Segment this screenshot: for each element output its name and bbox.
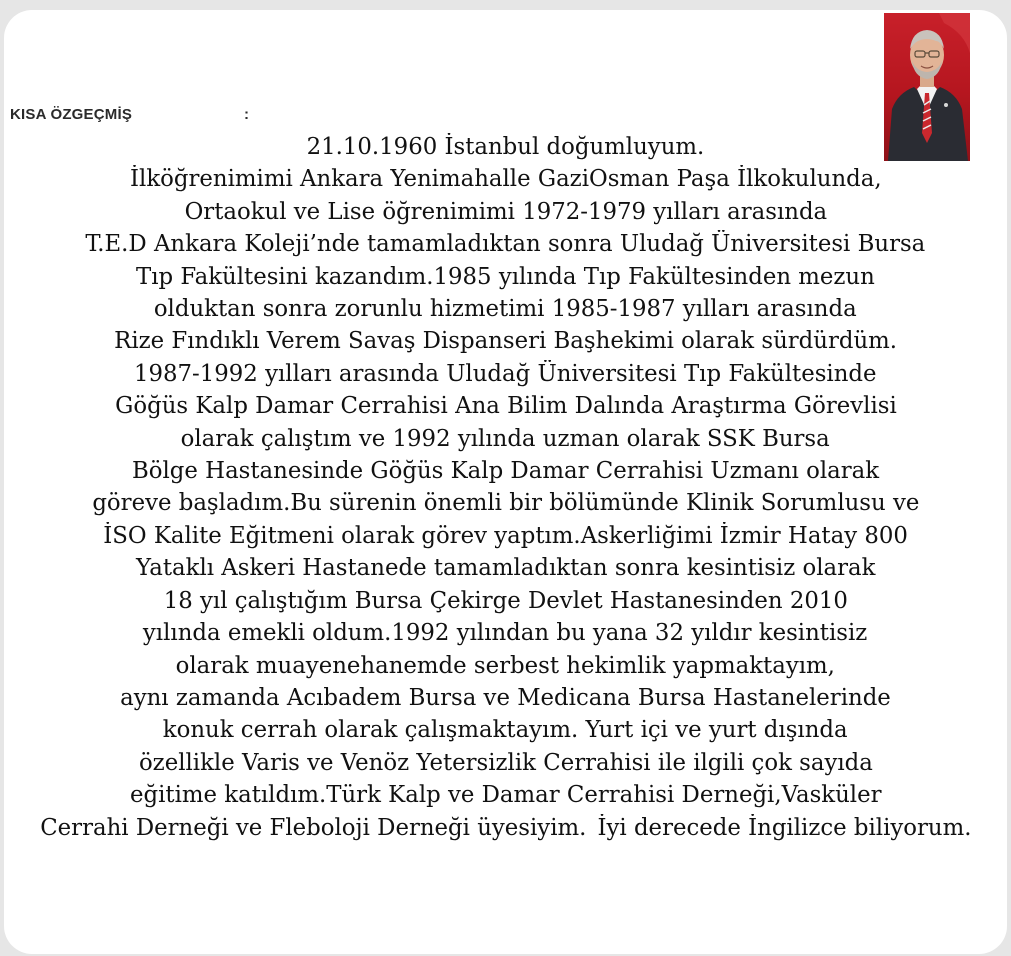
bio-line: Bölge Hastanesinde Göğüs Kalp Damar Cerrahisi Uzmanı olarak xyxy=(131,458,880,485)
bio-line: konuk cerrah olarak çalışmaktayım. Yurt içi ve yurt dışında xyxy=(163,717,848,744)
bio-line: 18 yıl çalıştığım Bursa Çekirge Devlet Hastanesinden 2010 xyxy=(163,587,848,614)
biography-text xyxy=(4,131,1007,844)
bio-line: İlköğrenimimi Ankara Yenimahalle GaziOsman Paşa İlkokulunda, xyxy=(129,166,882,193)
bio-line: özellikle Varis ve Venöz Yetersizlik Cerrahisi ile ilgili çok sayıda xyxy=(138,749,873,776)
bio-line: yılında emekli oldum.1992 yılından bu yana 32 yıldır kesintisiz xyxy=(143,620,868,647)
bio-line: Cerrahi Derneği ve Fleboloji Derneği üyesiyim. xyxy=(40,814,587,841)
bio-line: olduktan sonra zorunlu hizmetimi 1985-1987 yılları arasında xyxy=(154,296,857,323)
bio-line: T.E.D Ankara Koleji’nde tamamladıktan sonra Uludağ Üniversitesi Bursa xyxy=(85,231,926,258)
bio-line: İyi derecede İngilizce biliyorum. xyxy=(597,814,972,841)
bio-line: Ortaokul ve Lise öğrenimimi 1972-1979 yılları arasında xyxy=(184,198,827,225)
bio-line: İSO Kalite Eğitmeni olarak görev yaptım.Askerliğimi İzmir Hatay 800 xyxy=(103,522,908,549)
cv-card xyxy=(4,10,1007,954)
bio-line: göreve başladım.Bu sürenin önemli bir bölümünde Klinik Sorumlusu ve xyxy=(91,490,920,517)
bio-line: Yataklı Askeri Hastanede tamamladıktan sonra kesintisiz olarak xyxy=(135,555,876,582)
bio-line: eğitime katıldım.Türk Kalp ve Damar Cerrahisi Derneği,Vasküler xyxy=(129,782,882,809)
bio-line: olarak çalıştım ve 1992 yılında uzman olarak SSK Bursa xyxy=(180,425,831,452)
bio-line: 21.10.1960 İstanbul doğumluyum. xyxy=(306,134,705,160)
bio-line: 1987-1992 yılları arasında Uludağ Üniversitesi Tıp Fakültesinde xyxy=(134,360,877,387)
bio-line: Tıp Fakültesini kazandım.1985 yılında Tıp Fakültesinden mezun xyxy=(136,263,875,290)
bio-line: olarak muayenehanemde serbest hekimlik yapmaktayım, xyxy=(175,652,836,679)
section-heading: KISA ÖZGEÇMİŞ xyxy=(10,106,133,123)
heading-colon: : xyxy=(244,106,249,123)
bio-line: aynı zamanda Acıbadem Bursa ve Medicana Bursa Hastanelerinde xyxy=(120,684,891,711)
bio-line: Rize Fındıklı Verem Savaş Dispanseri Başhekimi olarak sürdürdüm. xyxy=(114,328,897,355)
bio-line: Göğüs Kalp Damar Cerrahisi Ana Bilim Dalında Araştırma Görevlisi xyxy=(114,393,897,420)
